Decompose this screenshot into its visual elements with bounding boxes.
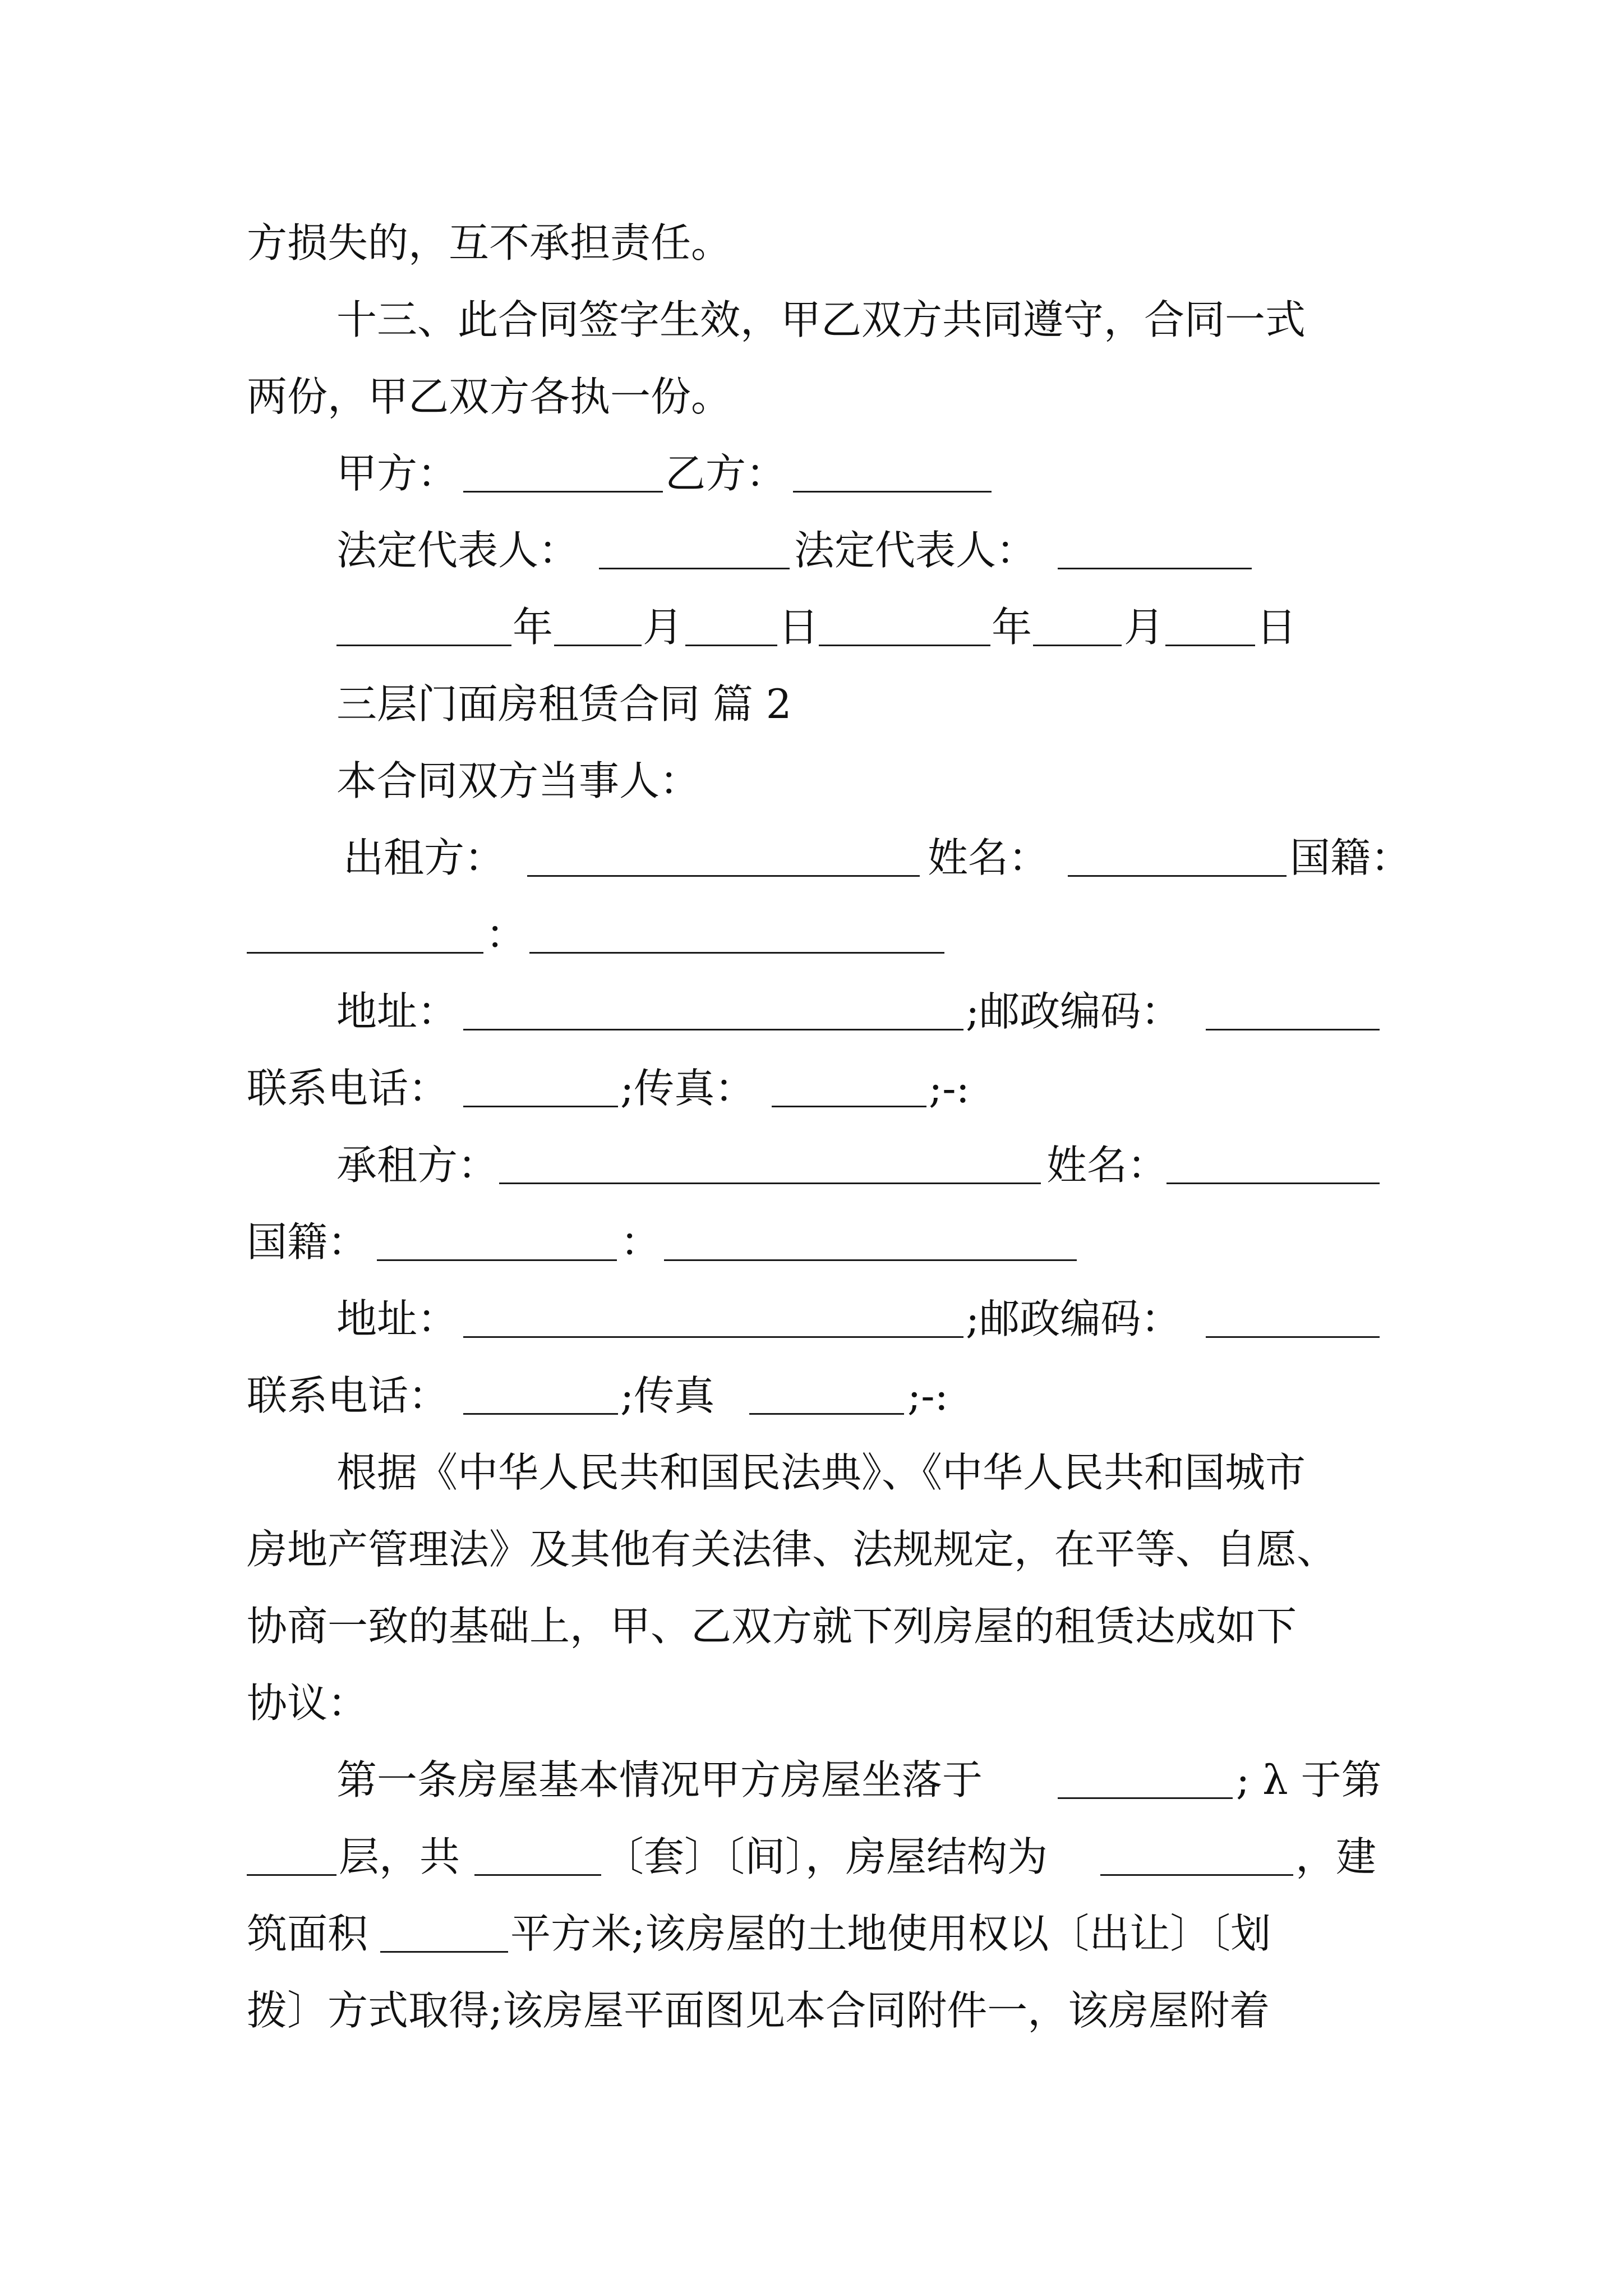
- rep-a-label: 法定代表人：: [336, 527, 579, 574]
- fax-label: ;传真: [620, 1372, 715, 1419]
- month-a-blank: [554, 590, 642, 646]
- article-text: ; λ 于第: [1236, 1756, 1382, 1803]
- month-b-label: 月: [1124, 604, 1165, 651]
- lessee-address-line: [0, 1291, 1623, 1347]
- paragraph-text: 十三、此合同签字生效，甲乙双方共同遵守，合同一式: [336, 296, 1306, 343]
- lessor-nationality-blank: [247, 898, 483, 954]
- paragraph-text: 拨〕方式取得;该房屋平面图见本合同附件一，该房屋附着: [247, 1987, 1270, 2034]
- paragraph-text: 房地产管理法》及其他有关法律、法规规定，在平等、自愿、: [247, 1526, 1338, 1573]
- phone-label: 联系电话：: [247, 1372, 449, 1419]
- article-text: 〔套〕〔间〕，房屋结构为: [603, 1833, 1048, 1880]
- party-a-label: 甲方：: [336, 450, 458, 497]
- postcode-label: ;邮政编码：: [966, 1295, 1182, 1342]
- lessor-line: [0, 830, 1623, 886]
- month-a-label: 月: [643, 604, 684, 651]
- fax-blank: [749, 1359, 904, 1415]
- lessor-contact-line: [0, 1060, 1623, 1116]
- lessee-line: [0, 1137, 1623, 1193]
- lessee-name-label: 姓名：: [1046, 1142, 1168, 1189]
- text-line: [0, 753, 1623, 809]
- address-label: 地址：: [336, 1295, 458, 1342]
- text-line: [0, 292, 1623, 348]
- text-line: [0, 215, 1623, 271]
- trailing-mark: ;-:: [907, 1372, 948, 1419]
- lessee-contact-line: [0, 1368, 1623, 1424]
- article-line: [0, 1752, 1623, 1808]
- year-b-label: 年: [992, 604, 1032, 651]
- party-b-blank: [793, 436, 992, 493]
- lessor-name-blank: [1068, 821, 1287, 877]
- lessor-id-blank: [529, 898, 944, 954]
- lessor-address-line: [0, 983, 1623, 1039]
- year-b-blank: [819, 590, 990, 646]
- phone-blank: [463, 1051, 618, 1107]
- floor-blank: [247, 1820, 336, 1876]
- year-a-blank: [336, 590, 511, 646]
- lessor-blank: [527, 821, 920, 877]
- day-a-blank: [685, 590, 777, 646]
- rep-b-label: 法定代表人：: [794, 527, 1037, 574]
- article-text: 筑面积: [247, 1910, 368, 1957]
- year-a-label: 年: [513, 604, 554, 651]
- postcode-blank: [1206, 974, 1380, 1030]
- units-blank: [474, 1820, 601, 1876]
- section-title: 三层门面房租赁合同 篇 2: [336, 680, 792, 728]
- article-text: 层，共: [339, 1833, 460, 1880]
- rep-b-blank: [1058, 513, 1252, 569]
- article-line: [0, 1829, 1623, 1885]
- area-blank: [380, 1897, 508, 1953]
- lessor-name-label: 姓名：: [928, 834, 1049, 881]
- lessee-label: 承租方：: [336, 1142, 499, 1189]
- phone-blank: [463, 1359, 618, 1415]
- day-b-blank: [1165, 590, 1255, 646]
- address-blank: [463, 974, 963, 1030]
- nationality-blank: [377, 1205, 617, 1261]
- paragraph-text: 本合同双方当事人：: [336, 757, 700, 804]
- article-line: [0, 1906, 1623, 1962]
- trailing-mark: ;-:: [929, 1065, 970, 1112]
- text-line: [0, 1521, 1623, 1577]
- address-label: 地址：: [336, 988, 458, 1035]
- structure-blank: [1100, 1820, 1293, 1876]
- signature-line-representatives: [0, 522, 1623, 578]
- fax-label: ;传真：: [620, 1065, 755, 1112]
- party-b-label: 乙方：: [665, 450, 787, 497]
- rep-a-blank: [599, 513, 790, 569]
- article-text: ，建: [1295, 1833, 1377, 1880]
- party-a-blank: [463, 436, 663, 493]
- article-text: 第一条房屋基本情况甲方房屋坐落于: [336, 1756, 983, 1803]
- paragraph-text: 方损失的，互不承担责任。: [247, 219, 732, 266]
- location-blank: [1058, 1743, 1233, 1799]
- paragraph-text: 根据《中华人民共和国民法典》、《中华人民共和国城市: [336, 1449, 1306, 1496]
- month-b-blank: [1033, 590, 1122, 646]
- text-line: [0, 369, 1623, 425]
- postcode-label: ;邮政编码：: [966, 988, 1182, 1035]
- colon-label: ：: [620, 1218, 661, 1266]
- paragraph-text: 协商一致的基础上，甲、乙双方就下列房屋的租赁达成如下: [247, 1603, 1297, 1650]
- lessor-label: 出租方：: [343, 834, 505, 881]
- lessee-name-blank: [1166, 1128, 1380, 1184]
- text-line: [0, 1675, 1623, 1731]
- nationality-label: 国籍：: [247, 1218, 368, 1266]
- day-a-label: 日: [778, 604, 819, 651]
- lessor-nationality-label: 国籍：: [1290, 834, 1412, 881]
- lessee-blank: [499, 1128, 1041, 1184]
- lessee-nationality-line: [0, 1214, 1623, 1270]
- text-line: [0, 1444, 1623, 1501]
- section-heading: [0, 676, 1623, 732]
- lessor-line-cont: [0, 907, 1623, 963]
- signature-line-dates: [0, 599, 1623, 655]
- signature-line-parties: [0, 445, 1623, 501]
- colon-label: ：: [486, 911, 527, 958]
- postcode-blank: [1206, 1282, 1380, 1338]
- text-line: [0, 1598, 1623, 1654]
- paragraph-text: 两份，甲乙双方各执一份。: [247, 373, 732, 420]
- article-text: 平方米;该房屋的土地使用权以〔出让〕〔划: [510, 1910, 1271, 1957]
- fax-blank: [772, 1051, 926, 1107]
- text-line: [0, 1982, 1623, 2039]
- phone-label: 联系电话：: [247, 1065, 449, 1112]
- lessee-id-blank: [664, 1205, 1077, 1261]
- paragraph-text: 协议：: [247, 1680, 368, 1727]
- address-blank: [463, 1282, 963, 1338]
- day-b-label: 日: [1256, 604, 1297, 651]
